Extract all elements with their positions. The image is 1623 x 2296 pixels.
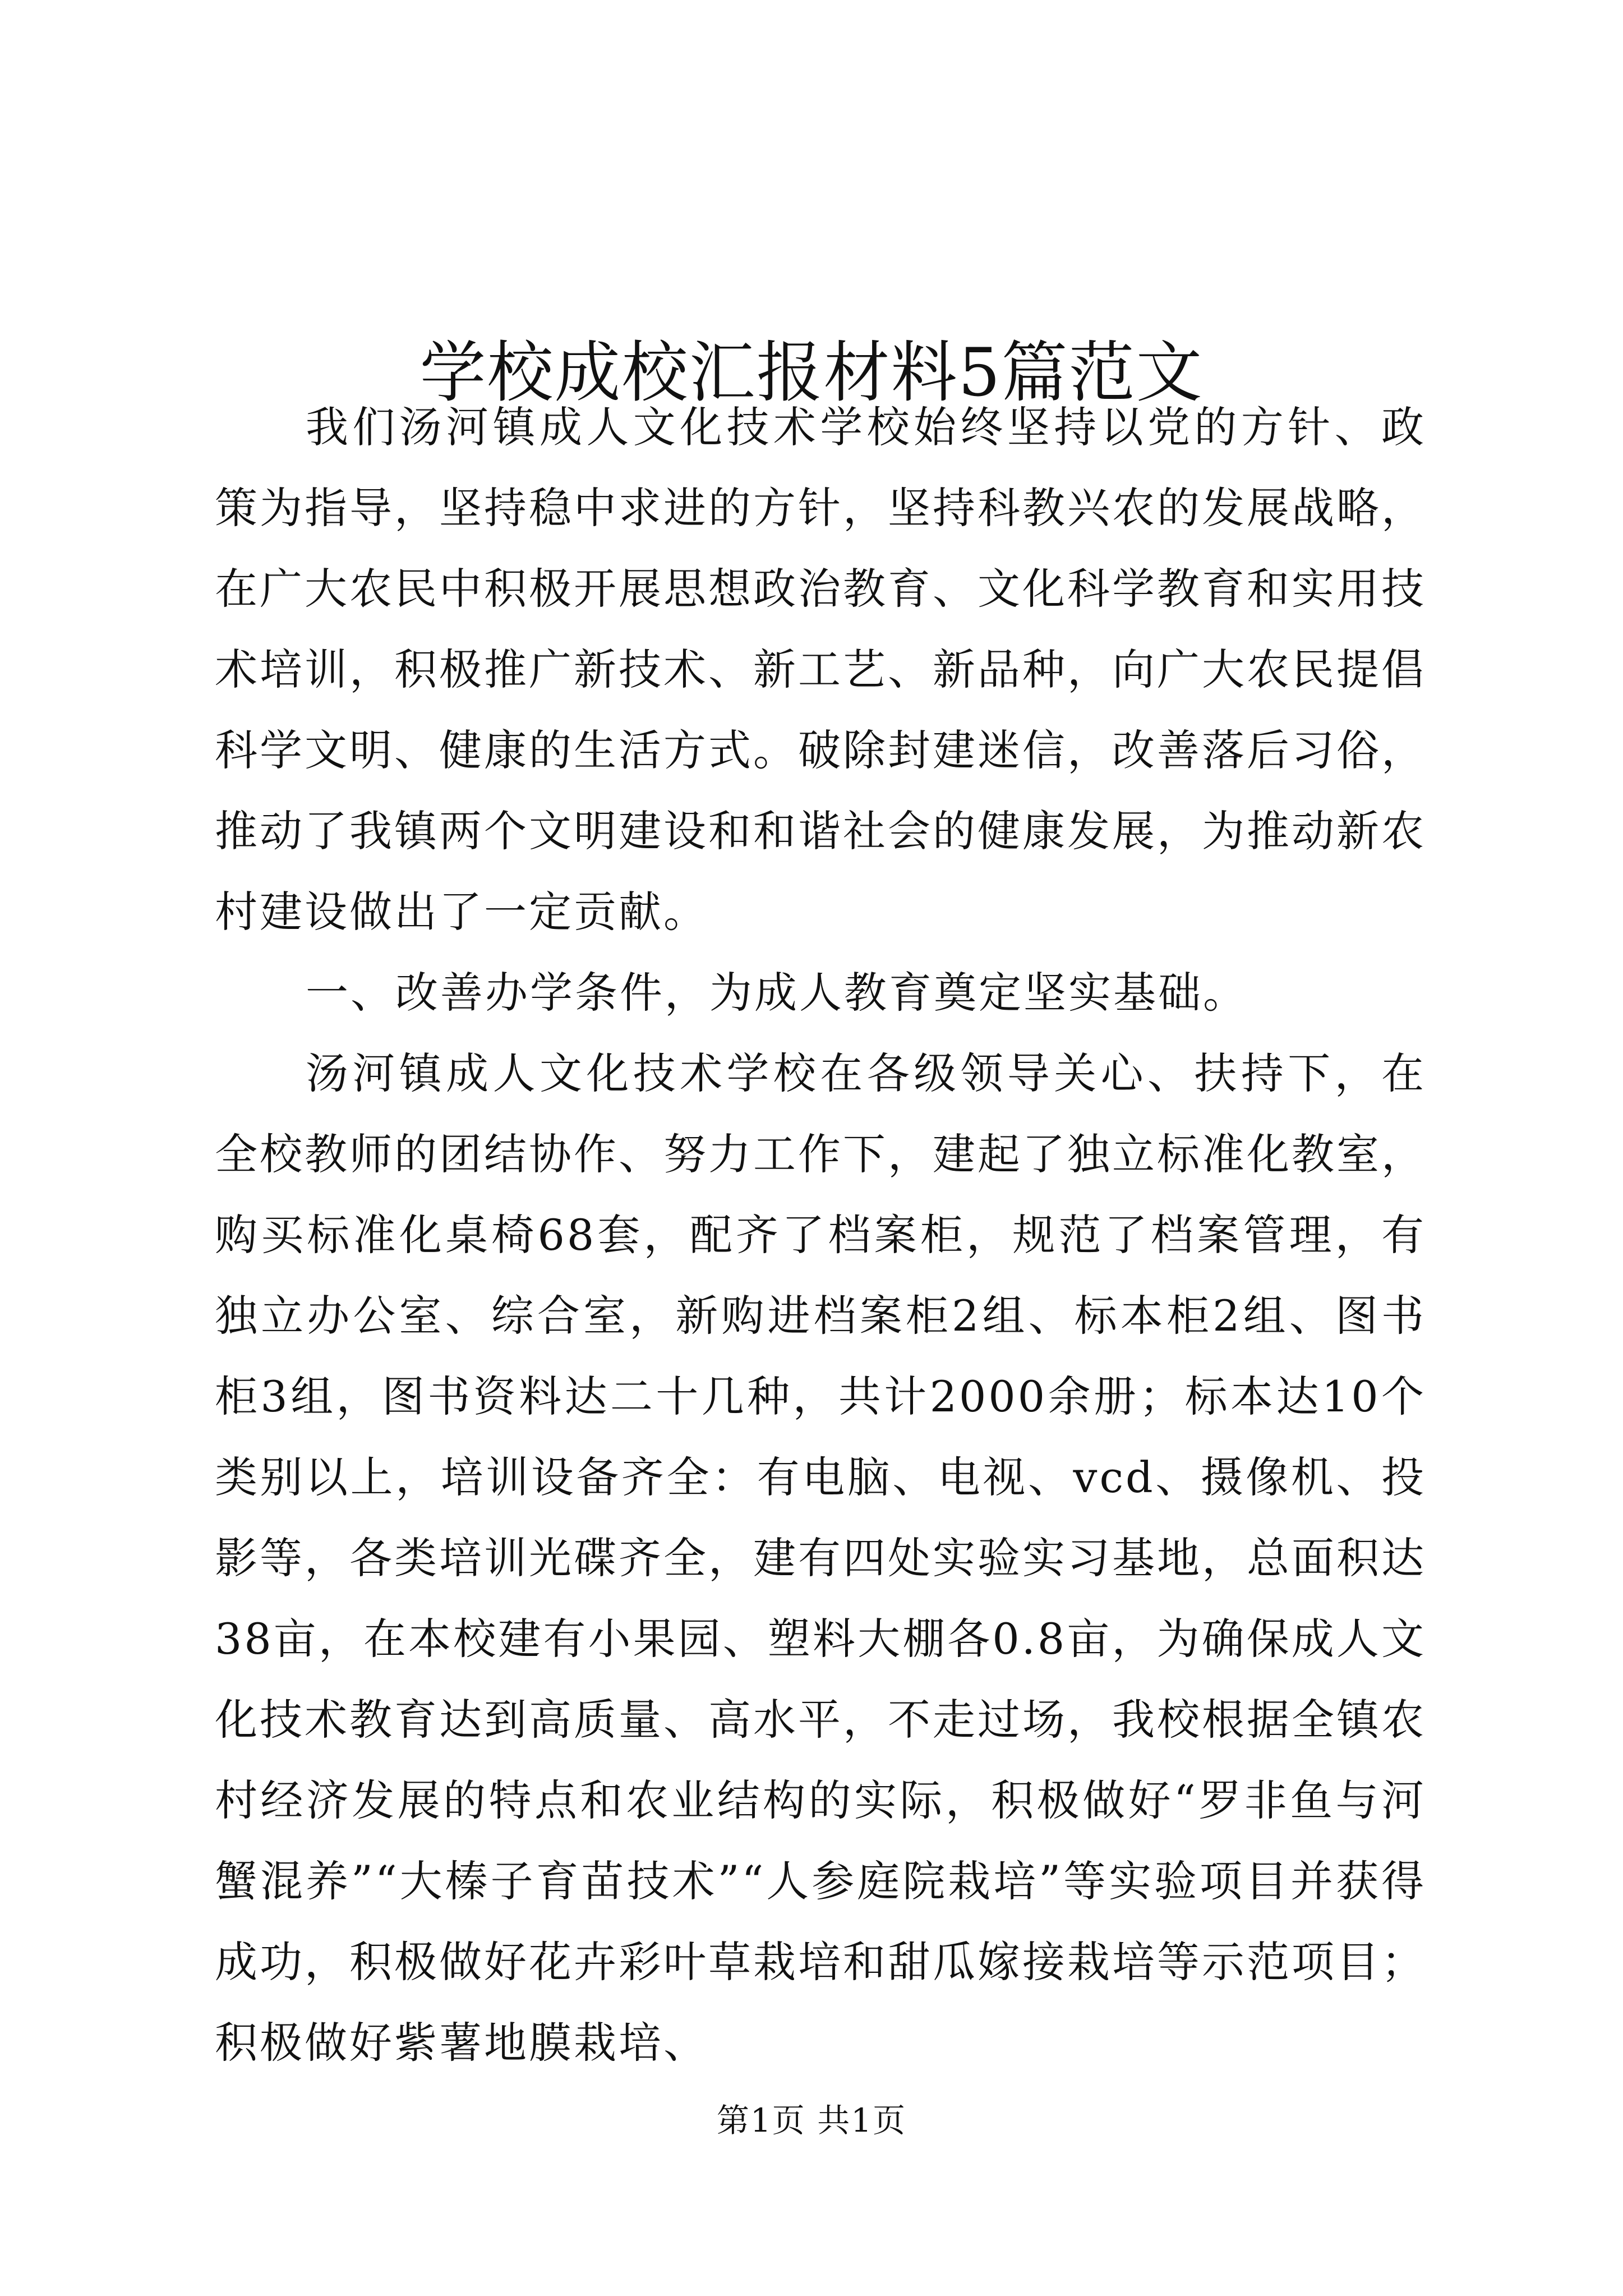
page-footer: 第1页 共1页: [716, 2101, 907, 2139]
document-title: 学校成校汇报材料5篇范文: [419, 334, 1204, 412]
section-heading: 一、改善办学条件，为成人教育奠定坚实基础。: [306, 968, 1248, 1018]
body-paragraph: 汤河镇成人文化技术学校在各级领导关心、扶持下，在全校教师的团结协作、努力工作下，建起了独立标准化教室，购买标准化桌椅68套，配齐了档案柜，规范了档案管理，有独立办公室、综合室，新购进档案柜2组、标本柜2组、图书柜3组，图书资料达二十几种，共计2000余册；标本达10个类别以上，培训设备齐全：有电脑、电视、vcd、摄像机、投影等，各类培训光碟齐全，建有四处实验实习基地，总面积达38亩，在本校建有小果园、塑料大棚各0.8亩，为确保成人文化技术教育达到高质量、高水平，不走过场，我校根据全镇农村经济发展的特点和农业结构的实际，积极做好“罗非鱼与河蟹混养”“大榛子育苗技术”“人参庭院栽培”等实验项目并获得成功，积极做好花卉彩叶草栽培和甜瓜嫁接栽培等示范项目；积极做好紫薯地膜栽培、: [215, 1048, 1426, 2068]
document-body: [215, 387, 1426, 2083]
body-paragraph: 我们汤河镇成人文化技术学校始终坚持以党的方针、政策为指导，坚持稳中求进的方针，坚持科教兴农的发展战略，在广大农民中积极开展思想政治教育、文化科学教育和实用技术培训，积极推广新技术、新工艺、新品种，向广大农民提倡科学文明、健康的生活方式。破除封建迷信，改善落后习俗，推动了我镇两个文明建设和和谐社会的健康发展，为推动新农村建设做出了一定贡献。: [215, 402, 1426, 937]
